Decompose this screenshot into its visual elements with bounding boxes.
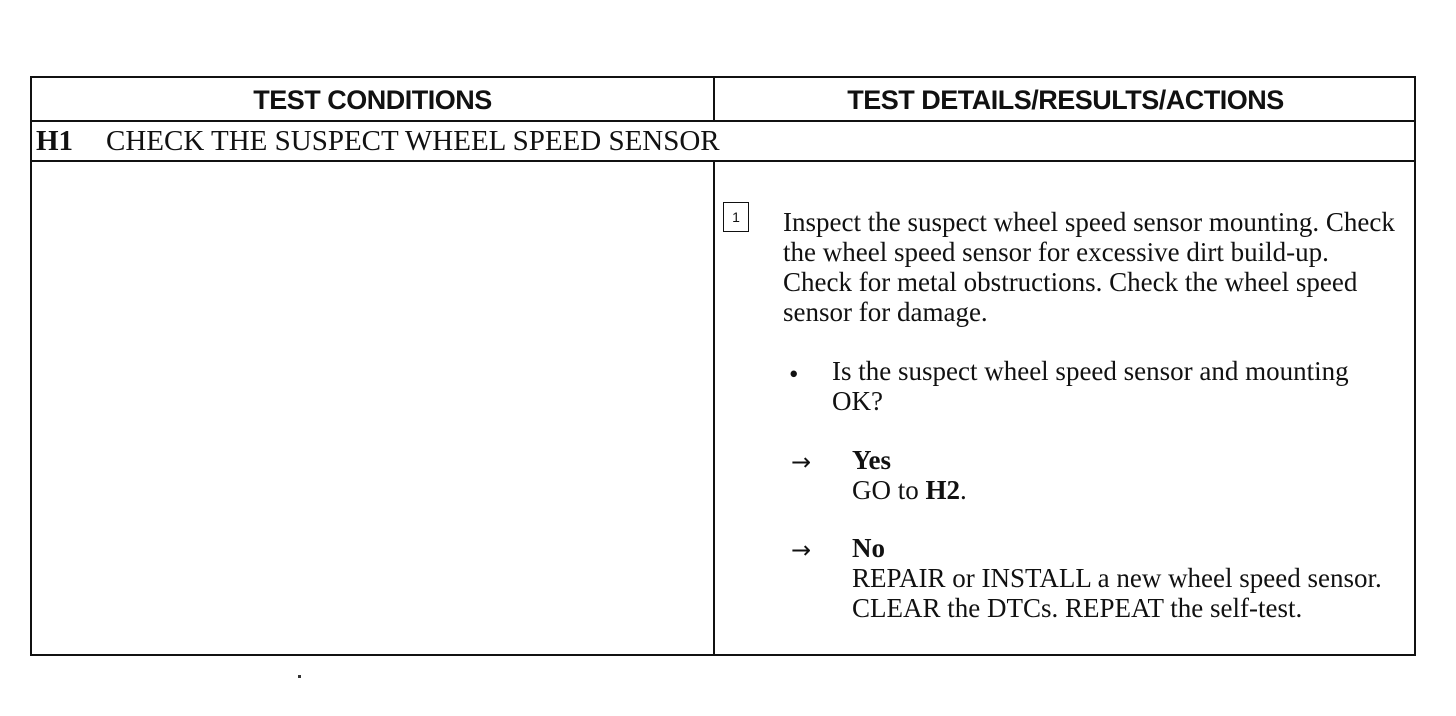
action-suffix: . bbox=[960, 475, 967, 505]
test-details-cell bbox=[715, 162, 1416, 654]
step-title-row bbox=[32, 120, 1414, 162]
step-title: CHECK THE SUSPECT WHEEL SPEED SENSOR bbox=[106, 125, 720, 157]
answer-yes-label: Yes bbox=[852, 445, 891, 475]
step-number-box: 1 bbox=[723, 202, 749, 232]
answer-no bbox=[852, 533, 1392, 623]
answer-yes bbox=[852, 445, 1392, 505]
question-text: Is the suspect wheel speed sensor and mounting OK? bbox=[832, 356, 1349, 416]
instruction-text: Inspect the suspect wheel speed sensor mounting. Check the wheel speed sensor for excessive dirt build-up. Check for metal obstructions. Check the wheel speed sensor for damage. bbox=[783, 207, 1395, 327]
answer-no-label: No bbox=[852, 533, 885, 563]
table-header-row bbox=[32, 78, 1414, 122]
arrow-right-icon: → bbox=[791, 536, 812, 564]
bullet-icon: • bbox=[789, 359, 799, 389]
column-divider-header bbox=[713, 78, 715, 120]
header-test-conditions: TEST CONDITIONS bbox=[253, 85, 492, 115]
header-test-details: TEST DETAILS/RESULTS/ACTIONS bbox=[847, 85, 1284, 115]
diagnostic-table bbox=[30, 76, 1416, 656]
scan-speck bbox=[298, 675, 301, 678]
answer-yes-action bbox=[852, 475, 1392, 505]
action-prefix: GO to bbox=[852, 475, 926, 505]
arrow-right-icon: → bbox=[791, 448, 812, 476]
step-reference: H2 bbox=[925, 475, 961, 505]
answer-no-action: REPAIR or INSTALL a new wheel speed sensor. CLEAR the DTCs. REPEAT the self-test. bbox=[852, 563, 1382, 623]
step-id: H1 bbox=[36, 125, 74, 157]
